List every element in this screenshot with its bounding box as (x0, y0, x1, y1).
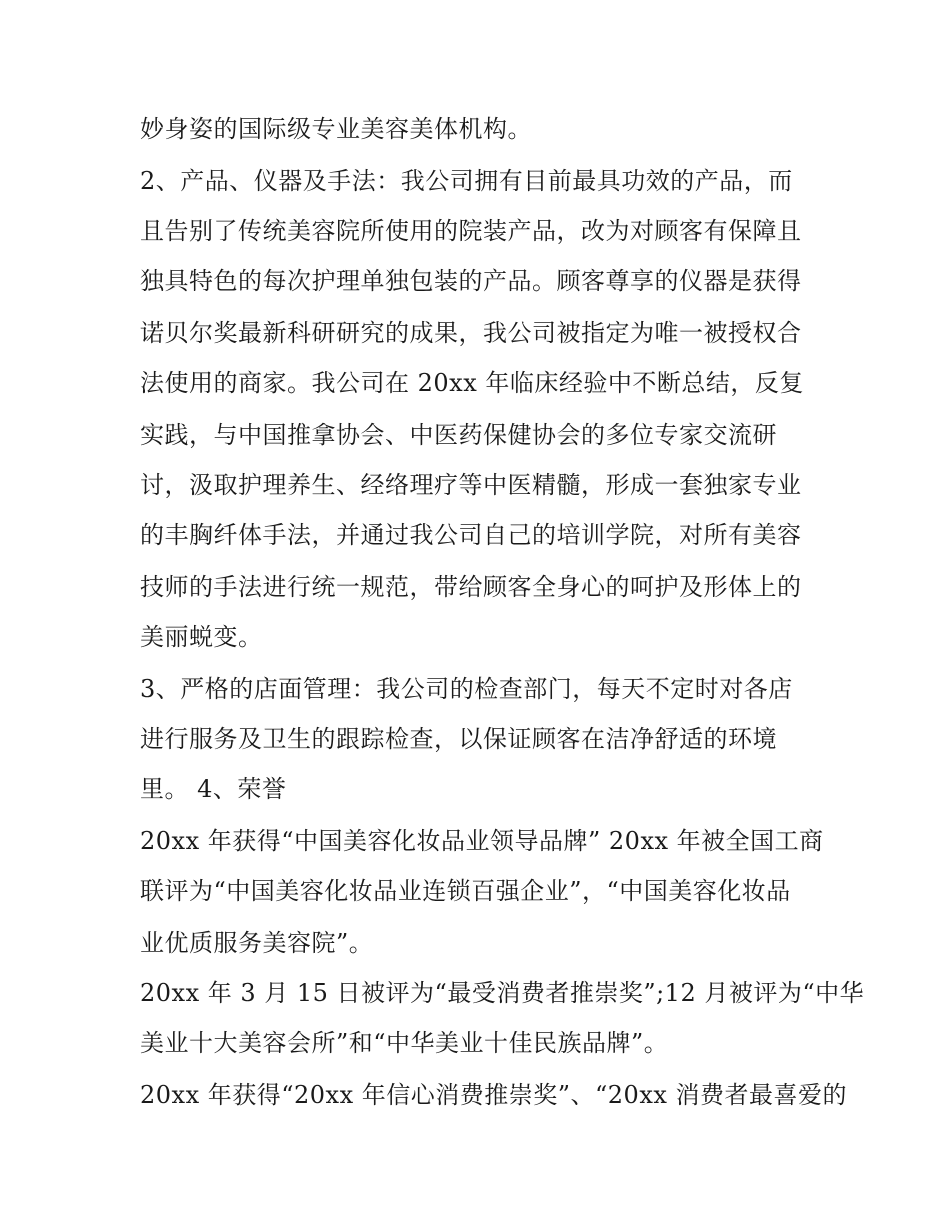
text-line: 里。 4、荣誉 (140, 775, 287, 803)
text-line: 进行服务及卫生的跟踪检查，以保证顾客在洁净舒适的环境 (140, 725, 777, 753)
text-line: 妙身姿的国际级专业美容美体机构。 (140, 115, 532, 143)
text-line: 20xx 年获得“20xx 年信心消费推崇奖”、“20xx 消费者最喜爱的 (140, 1081, 848, 1109)
text-line: 20xx 年 3 月 15 日被评为“最受消费者推崇奖”;12 月被评为“中华 (140, 979, 865, 1007)
text-line: 实践，与中国推拿协会、中医药保健协会的多位专家交流研 (140, 421, 777, 449)
text-line: 美丽蜕变。 (140, 623, 263, 651)
text-line: 且告别了传统美容院所使用的院装产品，改为对顾客有保障且 (140, 217, 802, 245)
text-line: 技师的手法进行统一规范，带给顾客全身心的呵护及形体上的 (140, 573, 802, 601)
text-line: 美业十大美容会所”和“中华美业十佳民族品牌”。 (140, 1029, 669, 1057)
text-line: 联评为“中国美容化妆品业连锁百强企业”，“中国美容化妆品 (140, 877, 791, 905)
text-line: 法使用的商家。我公司在 20xx 年临床经验中不断总结，反复 (140, 369, 804, 397)
text-line: 独具特色的每次护理单独包装的产品。顾客尊享的仪器是获得 (140, 267, 802, 295)
text-line: 2、产品、仪器及手法：我公司拥有目前最具功效的产品，而 (140, 167, 793, 195)
text-line: 讨，汲取护理养生、经络理疗等中医精髓，形成一套独家专业 (140, 471, 802, 499)
text-line: 业优质服务美容院”。 (140, 929, 374, 957)
text-line: 3、严格的店面管理：我公司的检查部门，每天不定时对各店 (140, 675, 793, 703)
text-line: 20xx 年获得“中国美容化妆品业领导品牌” 20xx 年被全国工商 (140, 827, 824, 855)
text-line: 的丰胸纤体手法，并通过我公司自己的培训学院，对所有美容 (140, 521, 802, 549)
text-line: 诺贝尔奖最新科研研究的成果，我公司被指定为唯一被授权合 (140, 319, 802, 347)
